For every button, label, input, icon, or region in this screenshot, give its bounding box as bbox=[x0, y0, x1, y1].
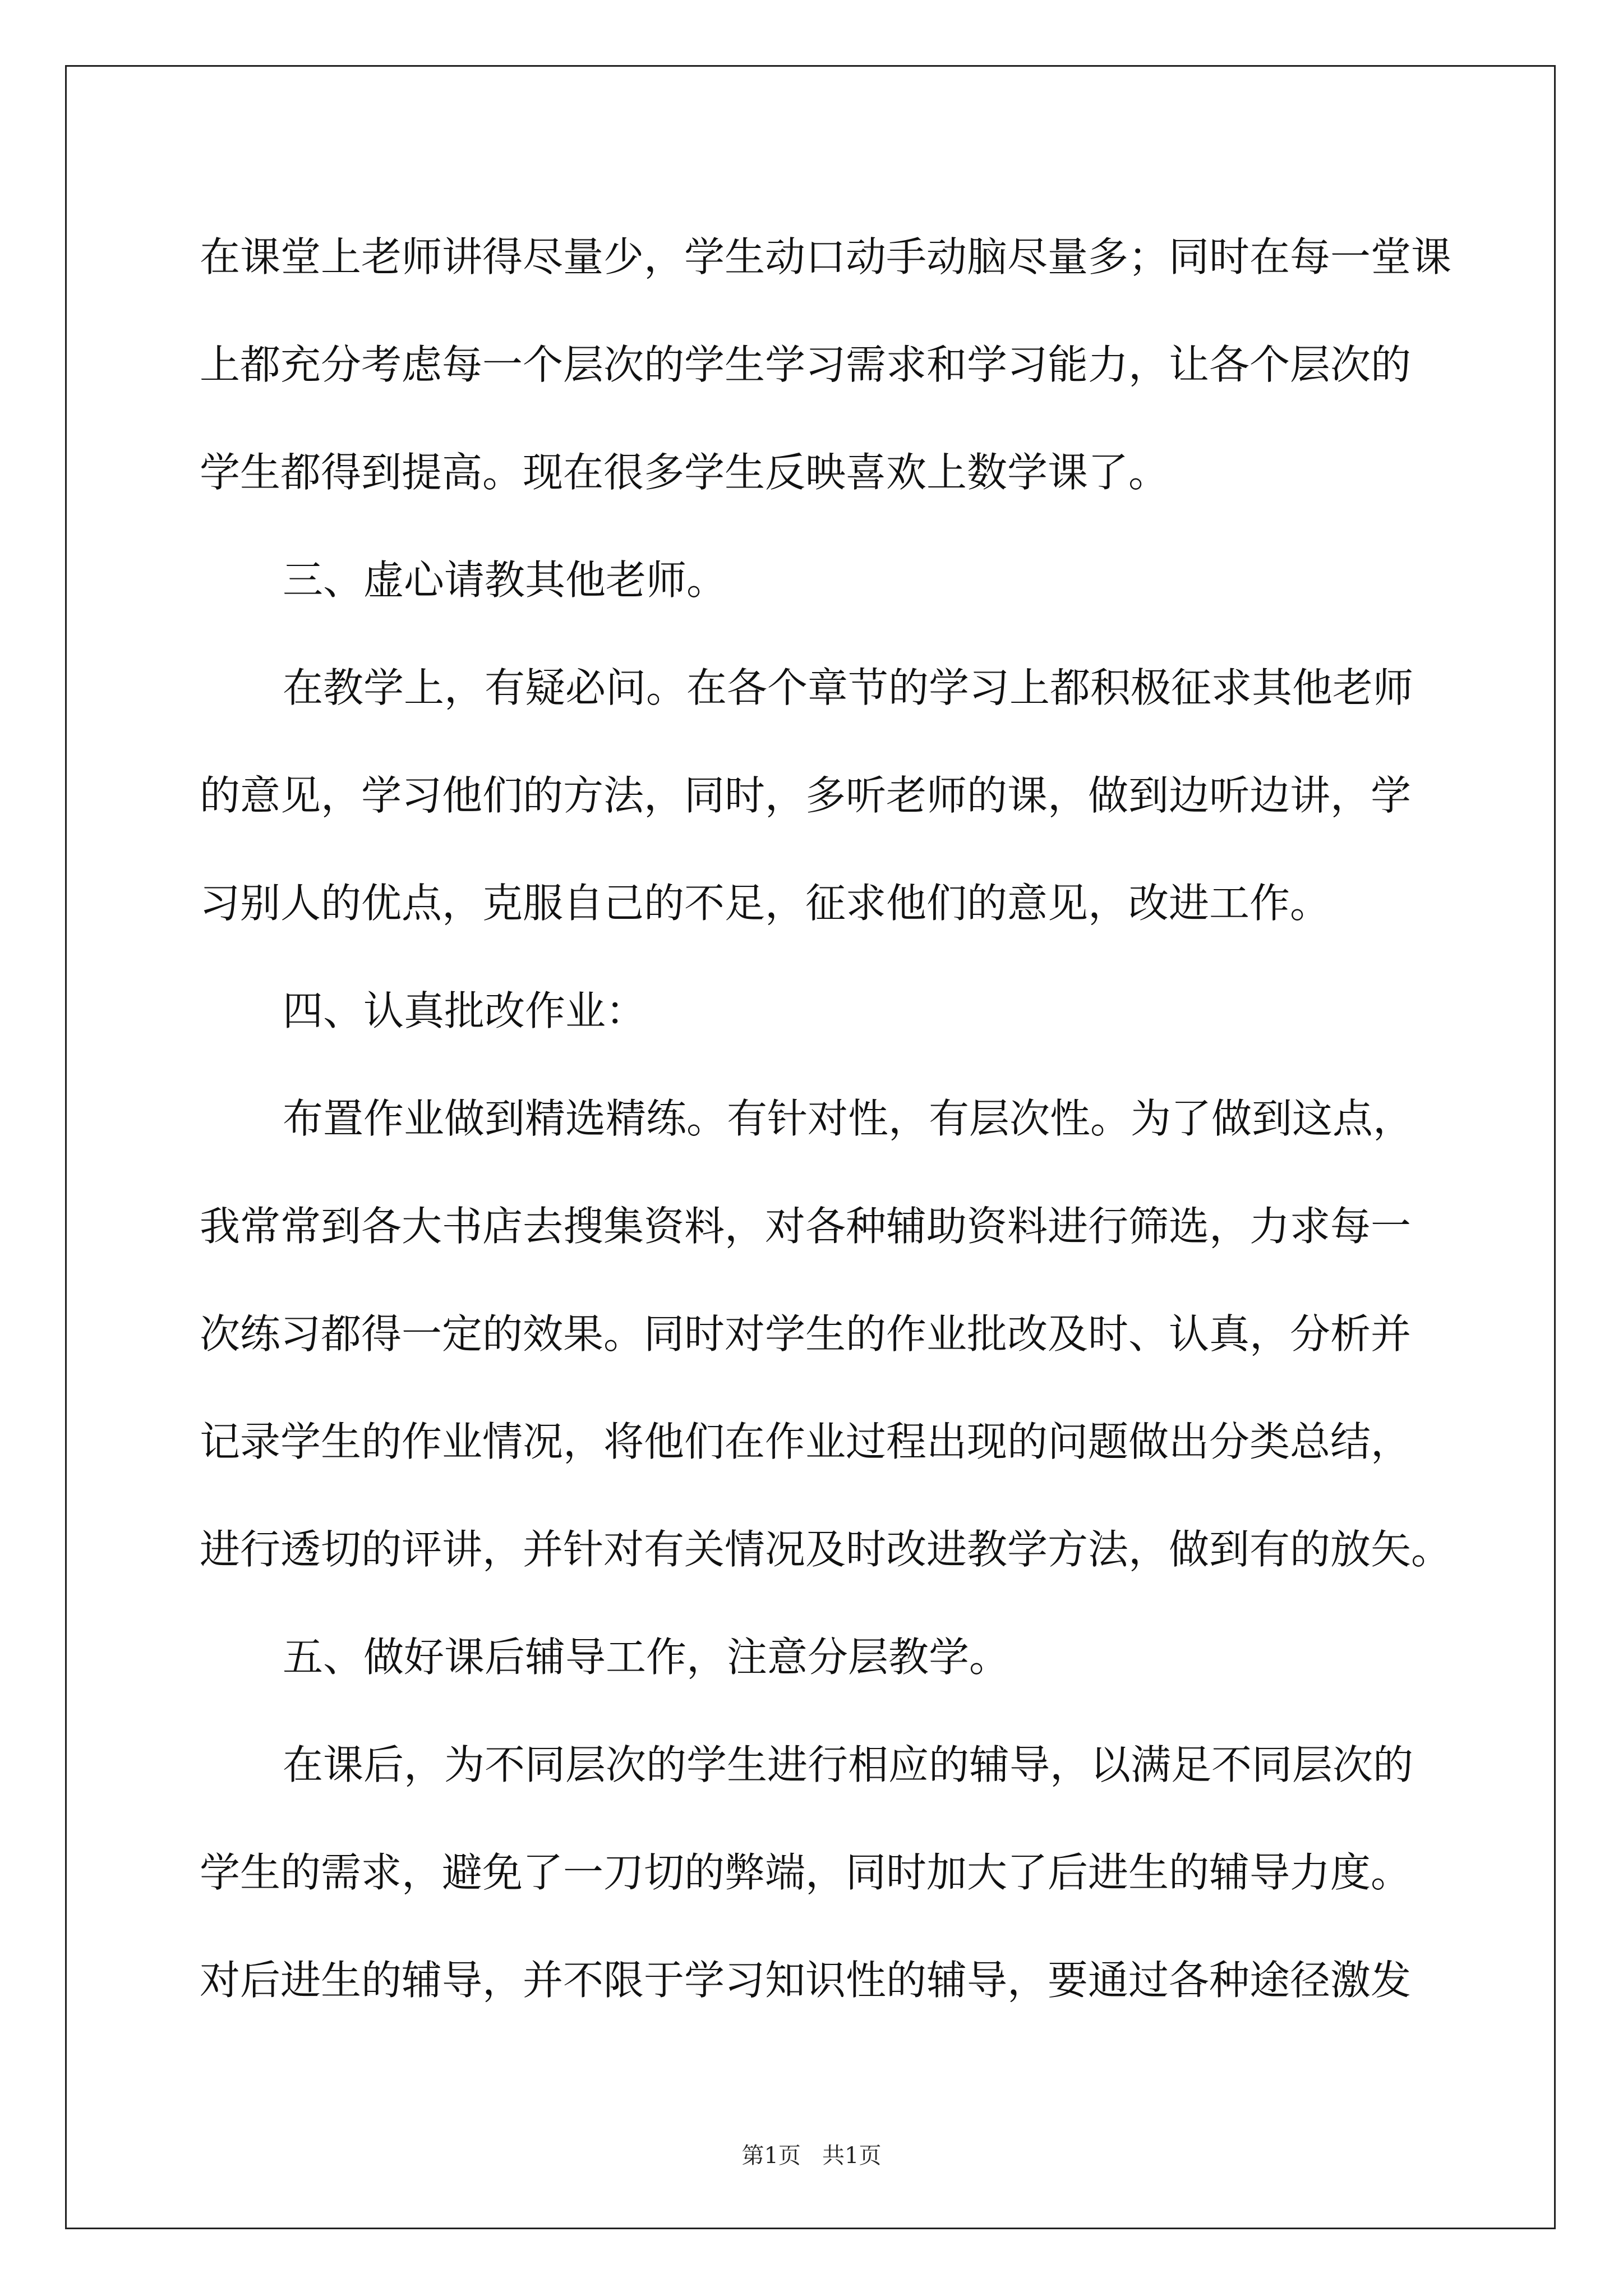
section-heading: 四、认真批改作业： bbox=[283, 987, 647, 1034]
text-line: 在课堂上老师讲得尽量少，学生动口动手动脑尽量多；同时在每一堂课 bbox=[200, 233, 1452, 280]
section-heading: 五、做好课后辅导工作，注意分层教学。 bbox=[283, 1634, 1010, 1681]
text-line: 布置作业做到精选精练。有针对性，有层次性。为了做到这点， bbox=[283, 1095, 1414, 1142]
text-line: 上都充分考虑每一个层次的学生学习需求和学习能力，让各个层次的 bbox=[200, 341, 1412, 388]
section-heading: 三、虚心请教其他老师。 bbox=[283, 556, 727, 604]
text-line: 次练习都得一定的效果。同时对学生的作业批改及时、认真，分析并 bbox=[200, 1310, 1412, 1358]
document-body bbox=[200, 223, 1452, 2054]
page-footer: 第1页 共1页 bbox=[741, 2143, 882, 2169]
text-line: 在教学上，有疑必问。在各个章节的学习上都积极征求其他老师 bbox=[283, 664, 1414, 711]
text-line: 习别人的优点，克服自己的不足，征求他们的意见，改进工作。 bbox=[200, 880, 1331, 927]
text-line: 学生都得到提高。现在很多学生反映喜欢上数学课了。 bbox=[200, 449, 1169, 496]
text-line: 的意见，学习他们的方法，同时，多听老师的课，做到边听边讲，学 bbox=[200, 772, 1412, 819]
text-line: 进行透切的评讲，并针对有关情况及时改进教学方法，做到有的放矢。 bbox=[200, 1526, 1452, 1573]
text-line: 学生的需求，避免了一刀切的弊端，同时加大了后进生的辅导力度。 bbox=[200, 1849, 1412, 1896]
text-line: 我常常到各大书店去搜集资料，对各种辅助资料进行筛选，力求每一 bbox=[200, 1203, 1412, 1250]
text-line: 记录学生的作业情况，将他们在作业过程出现的问题做出分类总结， bbox=[200, 1418, 1412, 1465]
text-line: 在课后，为不同层次的学生进行相应的辅导，以满足不同层次的 bbox=[283, 1741, 1414, 1788]
text-line: 对后进生的辅导，并不限于学习知识性的辅导，要通过各种途径激发 bbox=[200, 1957, 1412, 2004]
